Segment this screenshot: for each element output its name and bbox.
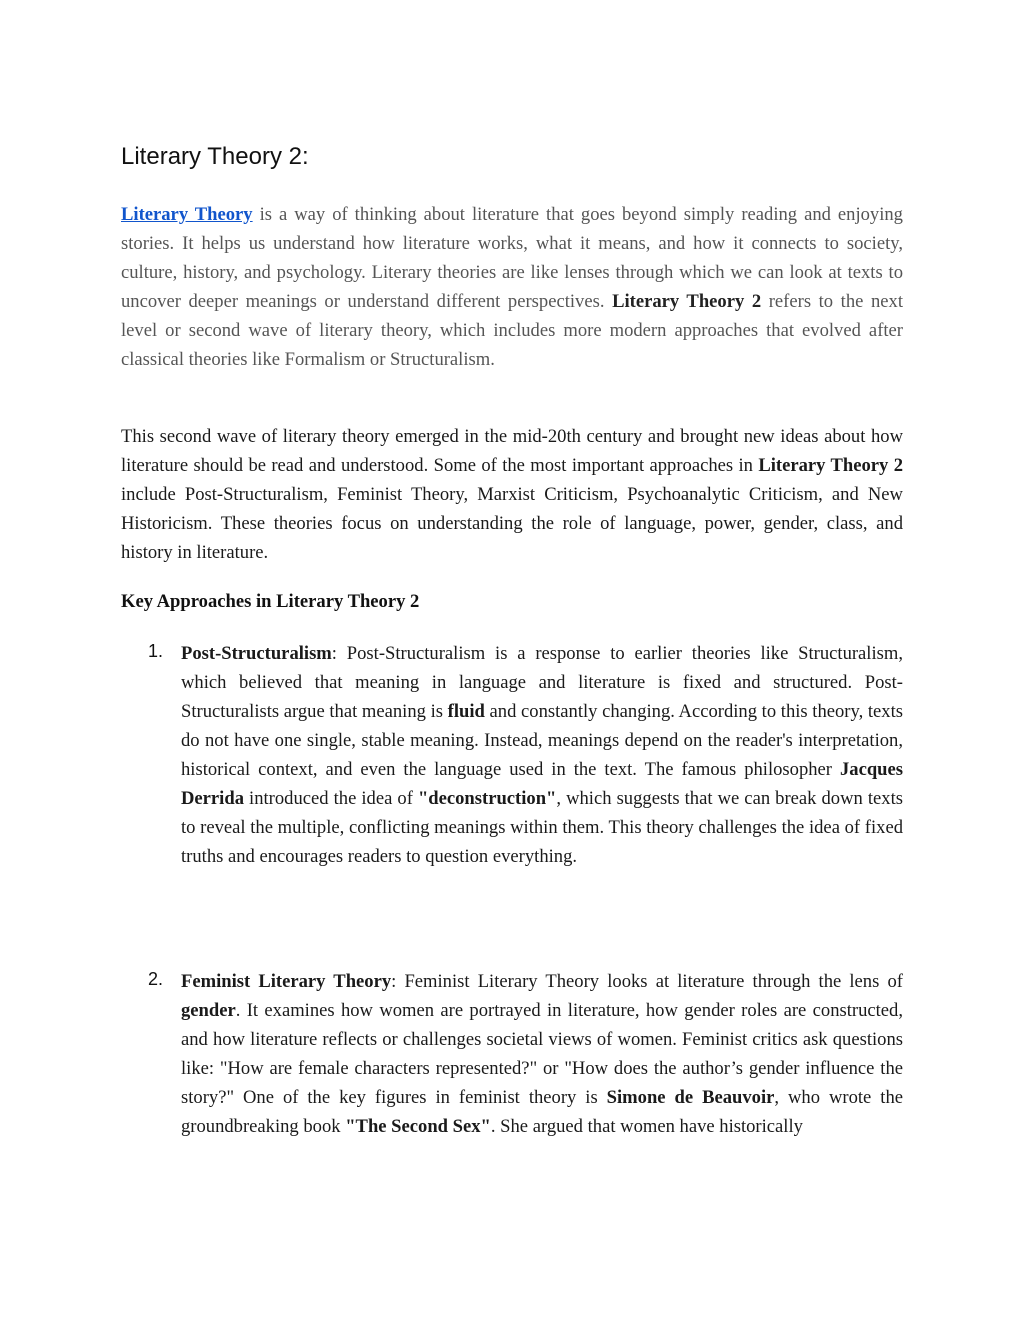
section-heading: Key Approaches in Literary Theory 2: [121, 591, 420, 612]
list-item-text: [181, 967, 903, 1141]
intro-bold-1: Literary Theory 2: [612, 291, 762, 312]
list-number: 2.: [148, 969, 164, 989]
item-bold-1: fluid: [447, 701, 485, 722]
item-bold-3: "deconstruction": [417, 788, 557, 809]
intro-text-1: is a way of thinking about literature that goes beyond simply reading and enjoying stories. It helps us understand how literature works, what it means, and how it connects to society, culture, history, and psychology. Literary theories are like lenses through which we can look at texts to uncover deeper meanings or understand different perspectives.: [121, 204, 903, 312]
item-text-4: . She argued that women have historically: [490, 1116, 803, 1137]
para2-text-1: This second wave of literary theory emerged in the mid-20th century and brought new ideas about how literature should be read and understood. Some of the most important approaches in: [121, 426, 903, 476]
item-bold-2: Simone de Beauvoir: [606, 1087, 775, 1108]
item-bold-1: gender: [181, 1000, 236, 1021]
intro-paragraph: [121, 200, 903, 374]
item-bold-2: Jacques Derrida: [181, 759, 903, 809]
item-text-1: : Feminist Literary Theory looks at literature through the lens of: [391, 971, 903, 992]
item-text-2: . It examines how women are portrayed in literature, how gender roles are constructed, and how literature reflects or challenges societal views of women. Feminist critics ask questions like: "How are female characters represented?" or "How does the author’s gender influence the story?" One of the key figures in feminist theory is: [181, 1000, 903, 1108]
second-paragraph: [121, 422, 903, 567]
item-text-2: and constantly changing. According to this theory, texts do not have one single, stable meaning. Instead, meanings depend on the reader's interpretation, historical context, and even the language used in the text. The famous philosopher: [181, 701, 903, 780]
list-item-text: [181, 639, 903, 871]
list-number: 1.: [148, 641, 164, 661]
item-text-3: , who wrote the groundbreaking book: [181, 1087, 903, 1137]
para2-bold-1: Literary Theory 2: [758, 455, 903, 476]
item-text-3: introduced the idea of: [244, 788, 418, 809]
item-label: Feminist Literary Theory: [181, 971, 392, 992]
literary-theory-link[interactable]: Literary Theory: [121, 204, 253, 225]
item-label: Post-Structuralism: [181, 643, 332, 664]
item-text-1: : Post-Structuralism is a response to earlier theories like Structuralism, which believed that meaning in language and literature is fixed and structured. Post-Structuralists argue that meaning is: [181, 643, 903, 722]
para2-text-2: include Post-Structuralism, Feminist Theory, Marxist Criticism, Psychoanalytic Criticism, and New Historicism. These theories focus on understanding the role of language, power, gender, class, and history in literature.: [121, 484, 903, 563]
item-bold-3: "The Second Sex": [345, 1116, 491, 1137]
item-text-4: , which suggests that we can break down texts to reveal the multiple, conflicting meanings within them. This theory challenges the idea of fixed truths and encourages readers to question everything.: [181, 788, 904, 867]
intro-text-2: refers to the next level or second wave of literary theory, which includes more modern approaches that evolved after classical theories like Formalism or Structuralism.: [121, 291, 903, 370]
page-title: Literary Theory 2:: [121, 143, 309, 170]
